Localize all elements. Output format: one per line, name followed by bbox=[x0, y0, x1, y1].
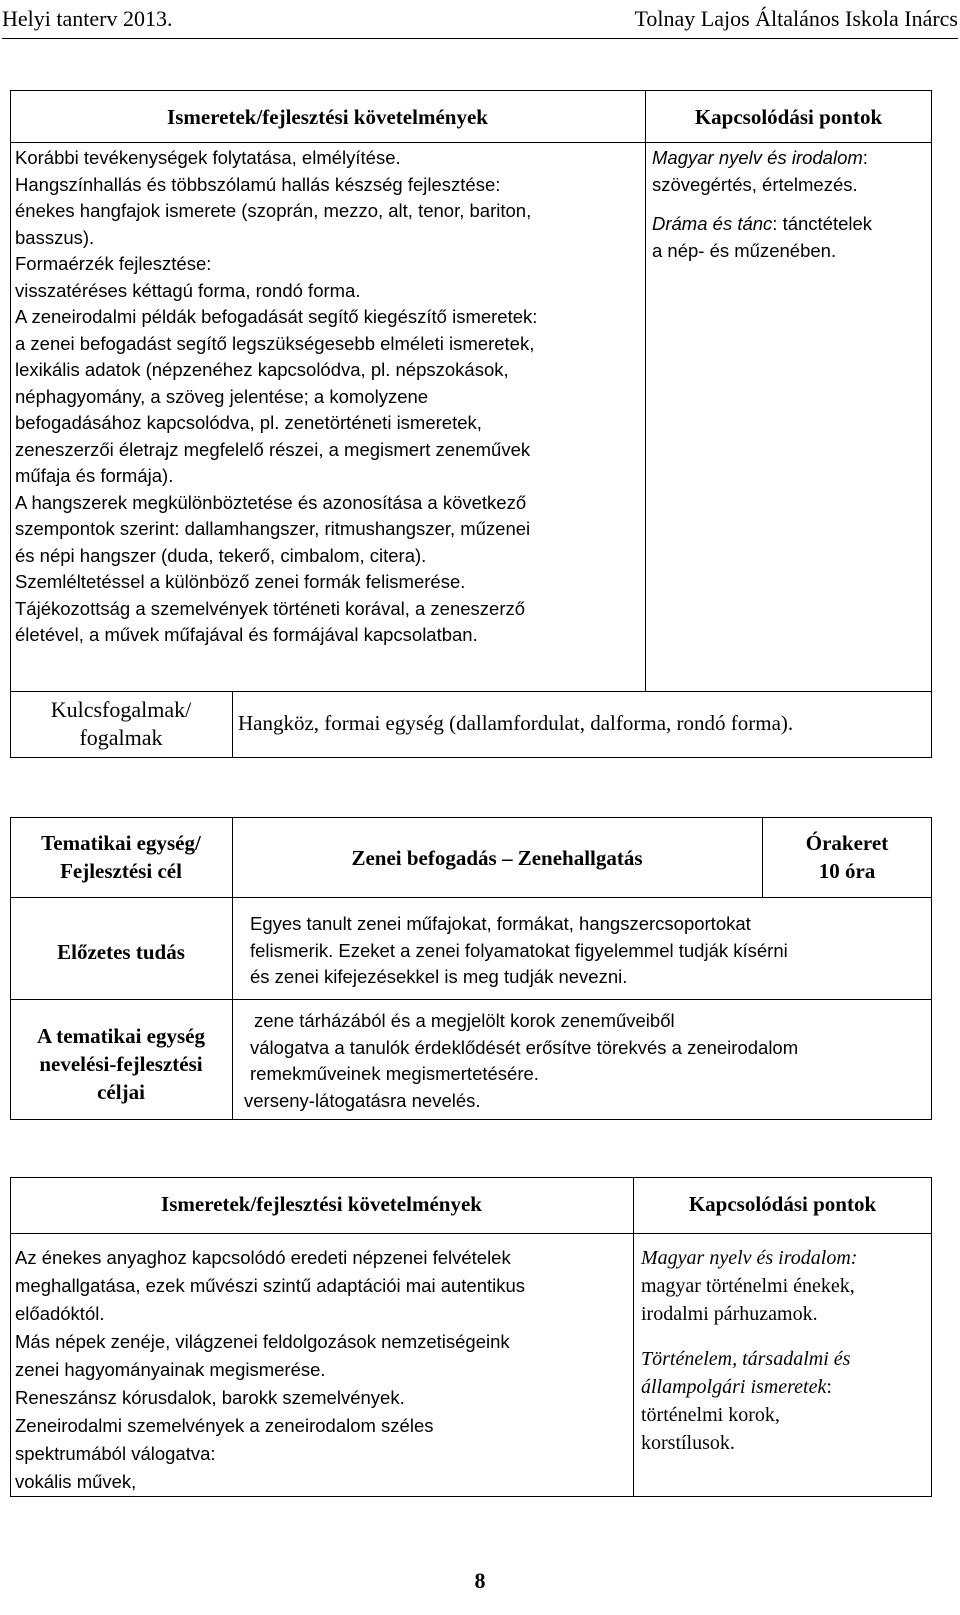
line: és népi hangszer (duda, tekerő, cimbalom, citera). bbox=[15, 544, 427, 566]
line: Zeneirodalmi szemelvények a zeneirodalom széles bbox=[15, 1415, 434, 1436]
key-concepts-value: Hangköz, formai egység (dallamfordulat, dalforma, rondó forma). bbox=[238, 711, 794, 735]
unit-title: Zenei befogadás – Zenehallgatás bbox=[351, 846, 643, 870]
connection-subject: Magyar nyelv és irodalom bbox=[652, 147, 863, 168]
table1-requirements-text bbox=[15, 145, 643, 649]
connection-subject: Történelem, társadalmi és bbox=[641, 1348, 851, 1370]
connection-subject: állampolgári ismeretek bbox=[641, 1376, 827, 1398]
line: Egyes tanult zenei műfajokat, formákat, hangszercsoportokat bbox=[250, 913, 751, 934]
hours-box bbox=[762, 829, 932, 885]
line: válogatva a tanulók érdeklődését erősítve törekvés a zeneirodalom bbox=[250, 1036, 799, 1058]
line: zeneszerzői életrajz megfelelő részei, a megismert zeneművek bbox=[15, 438, 531, 460]
line: előadóktól. bbox=[15, 1303, 105, 1324]
table3-requirements-text bbox=[15, 1244, 631, 1496]
connection-separator: : bbox=[862, 147, 868, 168]
line: remekműveinek megismertetésére. bbox=[250, 1063, 539, 1084]
line: a zenei befogadást segítő legszükségesebb elméleti ismeretek, bbox=[15, 332, 535, 354]
table1-header-rule bbox=[10, 142, 932, 143]
unit-label: Tematikai egység/ Fejlesztési cél bbox=[41, 831, 201, 883]
line: lexikális adatok (népzenéhez kapcsolódva, pl. népszokások, bbox=[15, 359, 509, 380]
line: Korábbi tevékenységek folytatása, elmélyítése. bbox=[15, 147, 401, 168]
line: zenei hagyományainak megismerése. bbox=[15, 1359, 326, 1380]
connection-topic: korstílusok. bbox=[641, 1432, 735, 1454]
line: néphagyomány, a szöveg jelentése; a komolyzene bbox=[15, 385, 429, 407]
line: felismerik. Ezeket a zenei folyamatokat figyelemmel tudják kísérni bbox=[250, 939, 788, 961]
line: Hangszínhallás és többszólamú hallás készség fejlesztése: bbox=[15, 173, 501, 195]
connection-topic: a nép- és műzenében. bbox=[652, 239, 837, 261]
table3-right-header: Kapcsolódási pontok bbox=[688, 1192, 877, 1216]
line: A zeneirodalmi példák befogadását segítő kiegészítő ismeretek: bbox=[15, 306, 538, 327]
line: befogadásához kapcsolódva, pl. zenetörténeti ismeretek, bbox=[15, 412, 482, 433]
header-rule bbox=[2, 38, 958, 39]
line: vokális művek, bbox=[15, 1471, 137, 1492]
connection-topic: irodalmi párhuzamok. bbox=[641, 1303, 818, 1325]
line: Más népek zenéje, világzenei feldolgozások nemzetiségeink bbox=[15, 1331, 510, 1352]
line: énekes hangfajok ismerete (szoprán, mezzo, alt, tenor, bariton, bbox=[15, 200, 532, 221]
table1-key-divider bbox=[232, 691, 233, 758]
table3-column-divider bbox=[633, 1177, 634, 1497]
key-concepts-label: Kulcsfogalmak/ fogalmak bbox=[50, 697, 192, 750]
unit-goals-label: A tematikai egység nevelési-fejlesztési céljai bbox=[37, 1024, 205, 1104]
line: zene tárházából és a megjelölt korok zeneműveiből bbox=[254, 1010, 675, 1031]
line: szempontok szerint: dallamhangszer, ritmushangszer, műzenei bbox=[15, 518, 531, 539]
prior-knowledge-text bbox=[250, 911, 930, 991]
line: Formaérzék fejlesztése: bbox=[15, 253, 212, 274]
line: spektrumából válogatva: bbox=[15, 1443, 216, 1464]
line: meghallgatása, ezek művészi szintű adaptációi mai autentikus bbox=[15, 1275, 526, 1296]
hours-value: 10 óra bbox=[818, 859, 876, 883]
line: Reneszánsz kórusdalok, barokk szemelvények. bbox=[15, 1387, 405, 1408]
table1-connections-text bbox=[652, 145, 930, 264]
page-number: 8 bbox=[474, 1568, 486, 1593]
prior-knowledge-label: Előzetes tudás bbox=[57, 940, 185, 964]
table3-header-rule bbox=[10, 1233, 932, 1234]
table1-column-divider bbox=[645, 90, 646, 691]
line: életével, a művek műfajával és formájával kapcsolatban. bbox=[15, 624, 478, 645]
line: A hangszerek megkülönböztetése és azonosítása a következő bbox=[15, 491, 527, 513]
hours-label: Órakeret bbox=[805, 831, 889, 855]
line: Tájékozottság a szemelvények történeti korával, a zeneszerző bbox=[15, 597, 526, 619]
connection-topic: szövegértés, értelmezés. bbox=[652, 173, 858, 195]
connection-separator: : tánctételek bbox=[772, 213, 873, 234]
table3-connections-text bbox=[641, 1244, 929, 1457]
table1-left-header: Ismeretek/fejlesztési követelmények bbox=[167, 105, 488, 129]
table3-left-header: Ismeretek/fejlesztési követelmények bbox=[161, 1192, 482, 1216]
connection-separator: : bbox=[826, 1376, 832, 1398]
unit-table-rule-2 bbox=[10, 999, 932, 1000]
running-header bbox=[0, 4, 960, 40]
connection-topic: történelmi korok, bbox=[641, 1404, 780, 1426]
line: és zenei kifejezésekkel is meg tudják nevezni. bbox=[250, 966, 628, 987]
table1-key-rule bbox=[10, 691, 932, 692]
header-school-name: Tolnay Lajos Általános Iskola Inárcs bbox=[634, 6, 958, 31]
unit-table-rule-1 bbox=[10, 897, 932, 898]
connection-topic: magyar történelmi énekek, bbox=[641, 1275, 855, 1297]
line: műfaja és formája). bbox=[15, 465, 174, 486]
line: visszatéréses kéttagú forma, rondó forma. bbox=[15, 279, 361, 301]
connection-subject: Magyar nyelv és irodalom: bbox=[641, 1247, 858, 1269]
unit-goals-text bbox=[240, 1008, 930, 1114]
connection-subject: Dráma és tánc bbox=[652, 213, 773, 234]
line: Az énekes anyaghoz kapcsolódó eredeti népzenei felvételek bbox=[15, 1247, 511, 1268]
line: basszus). bbox=[15, 226, 95, 248]
line: verseny-látogatásra nevelés. bbox=[244, 1089, 481, 1111]
header-curriculum-title: Helyi tanterv 2013. bbox=[2, 6, 173, 31]
table1-right-header: Kapcsolódási pontok bbox=[694, 105, 883, 129]
line: Szemléltetéssel a különböző zenei formák felismerése. bbox=[15, 571, 466, 592]
